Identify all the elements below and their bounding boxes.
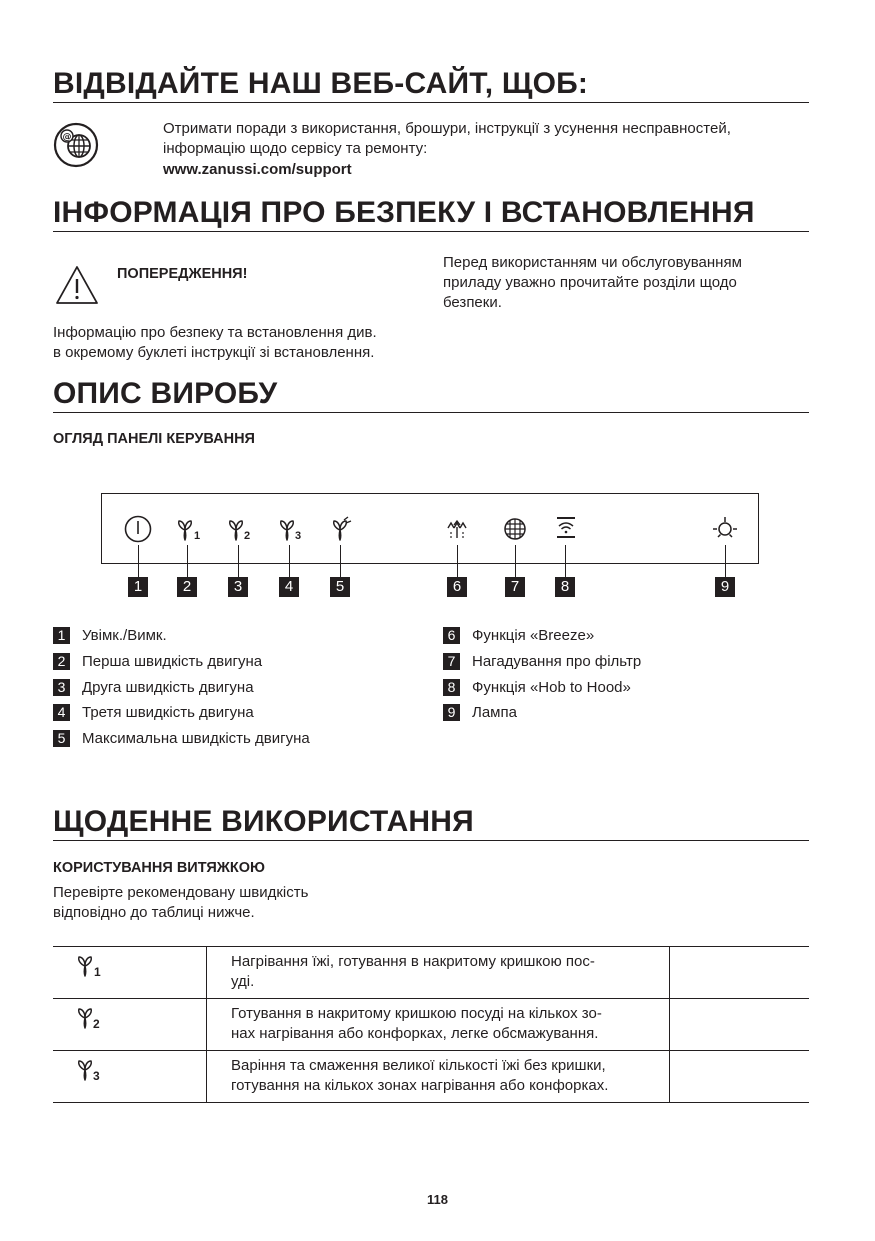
- empty-cell: [670, 999, 810, 1051]
- website-text-line1: Отримати поради з використання, брошури, інструкції з усунення несправностей,: [163, 120, 731, 137]
- legend-number: 3: [53, 679, 70, 696]
- callout-5: 5: [330, 577, 350, 597]
- callout-9: 9: [715, 577, 735, 597]
- filter-reminder-icon: [503, 517, 527, 546]
- daily-use-heading: ЩОДЕННЕ ВИКОРИСТАННЯ: [53, 804, 809, 841]
- callout-3: 3: [228, 577, 248, 597]
- warning-text-line2: приладу уважно прочитайте розділи щодо: [443, 274, 737, 291]
- legend-label: Функція «Hob to Hood»: [472, 678, 631, 696]
- legend-number: 4: [53, 704, 70, 721]
- table-row: [53, 1051, 809, 1103]
- legend-number: 7: [443, 653, 460, 670]
- warning-label: ПОПЕРЕДЖЕННЯ!: [117, 266, 248, 282]
- daily-intro-line1: Перевірте рекомендовану швидкість: [53, 884, 309, 901]
- table-row: [53, 947, 809, 999]
- fan-max-speed-icon: [328, 516, 354, 547]
- speed-table: [53, 946, 809, 1103]
- description-cell: [207, 999, 670, 1051]
- daily-intro-line2: відповідно до таблиці нижче.: [53, 904, 255, 921]
- legend-label: Перша швидкість двигуна: [82, 652, 263, 670]
- legend-number: 5: [53, 730, 70, 747]
- legend-item: [53, 677, 254, 697]
- fan-speed-1-icon: [177, 518, 203, 547]
- warning-text-line1: Перед використанням чи обслуговуванням: [443, 254, 742, 271]
- callout-line-2: [187, 545, 188, 578]
- callout-line-4: [289, 545, 290, 578]
- control-panel-subheading: ОГЛЯД ПАНЕЛІ КЕРУВАННЯ: [53, 431, 255, 447]
- svg-text:@: @: [62, 132, 72, 143]
- callout-7: 7: [505, 577, 525, 597]
- fan-speed-2-icon: [76, 1006, 110, 1032]
- page-number: 118: [427, 1192, 448, 1207]
- breeze-icon: [444, 516, 470, 547]
- legend-item: [53, 728, 310, 748]
- legend-item: [53, 651, 262, 671]
- callout-6: 6: [447, 577, 467, 597]
- website-url[interactable]: www.zanussi.com/support: [163, 161, 352, 178]
- callout-4: 4: [279, 577, 299, 597]
- safety-heading: ІНФОРМАЦІЯ ПРО БЕЗПЕКУ І ВСТАНОВЛЕННЯ: [53, 195, 809, 232]
- description-line2: уді.: [231, 973, 255, 990]
- legend-item: [443, 651, 641, 671]
- callout-8: 8: [555, 577, 575, 597]
- power-icon: [124, 515, 152, 548]
- speed-cell: [53, 1051, 207, 1103]
- legend-item: [53, 702, 254, 722]
- table-row: [53, 999, 809, 1051]
- legend-label: Функція «Breeze»: [472, 626, 595, 644]
- legend-item: [53, 625, 167, 645]
- legend-label: Нагадування про фільтр: [472, 652, 642, 670]
- legend-number: 6: [443, 627, 460, 644]
- speed-cell: [53, 999, 207, 1051]
- empty-cell: [670, 1051, 810, 1103]
- description-line2: готування на кількох зонах нагрівання або конфорках.: [231, 1077, 609, 1094]
- fan-speed-2-icon: [228, 518, 254, 547]
- website-text-line2: інформацію щодо сервісу та ремонту:: [163, 140, 428, 157]
- fan-speed-3-digit: 3: [295, 530, 302, 542]
- warning-triangle-icon: [55, 265, 99, 310]
- legend-number: 2: [53, 653, 70, 670]
- callout-line-6: [457, 545, 458, 578]
- description-line1: Варіння та смаження великої кількості їжі без кришки,: [231, 1057, 606, 1074]
- callout-2: 2: [177, 577, 197, 597]
- description-line2: нах нагрівання або конфорках, легке обсмажування.: [231, 1025, 599, 1042]
- callout-line-8: [565, 545, 566, 578]
- safety-info-line2: в окремому буклеті інструкції зі встановлення.: [53, 344, 375, 361]
- legend-number: 9: [443, 704, 460, 721]
- description-line1: Нагрівання їжі, готування в накритому кришкою пос-: [231, 953, 595, 970]
- legend-number: 1: [53, 627, 70, 644]
- speed-cell: [53, 947, 207, 999]
- speed-digit: 2: [93, 1017, 100, 1031]
- legend-label: Лампа: [472, 703, 517, 721]
- empty-cell: [670, 947, 810, 999]
- web-globe-icon: [53, 122, 99, 173]
- legend-label: Третя швидкість двигуна: [82, 703, 254, 721]
- legend-label: Друга швидкість двигуна: [82, 678, 254, 696]
- callout-1: 1: [128, 577, 148, 597]
- speed-digit: 1: [94, 965, 101, 979]
- speed-digit: 3: [93, 1069, 100, 1083]
- hood-usage-subheading: КОРИСТУВАННЯ ВИТЯЖКОЮ: [53, 860, 265, 876]
- fan-speed-3-icon: [76, 1058, 110, 1084]
- callout-line-9: [725, 545, 726, 578]
- fan-speed-3-icon: [279, 518, 305, 547]
- legend-label: Максимальна швидкість двигуна: [82, 729, 310, 747]
- website-heading: ВІДВІДАЙТЕ НАШ ВЕБ-САЙТ, ЩОБ:: [53, 66, 809, 103]
- callout-line-5: [340, 545, 341, 578]
- callout-line-1: [138, 545, 139, 578]
- legend-item: [443, 702, 517, 722]
- legend-label: Увімк./Вимк.: [82, 626, 167, 644]
- safety-info-line1: Інформацію про безпеку та встановлення див.: [53, 324, 377, 341]
- warning-text-line3: безпеки.: [443, 294, 502, 311]
- legend-item: [443, 677, 631, 697]
- description-cell: [207, 947, 670, 999]
- callout-line-7: [515, 545, 516, 578]
- description-cell: [207, 1051, 670, 1103]
- legend-item: [443, 625, 594, 645]
- fan-speed-1-icon: [76, 954, 110, 980]
- callout-line-3: [238, 545, 239, 578]
- legend-number: 8: [443, 679, 460, 696]
- description-line1: Готування в накритому кришкою посуді на кількох зо-: [231, 1005, 602, 1022]
- fan-speed-1-digit: 1: [194, 530, 201, 542]
- fan-speed-2-digit: 2: [244, 530, 251, 542]
- product-heading: ОПИС ВИРОБУ: [53, 376, 809, 413]
- hob-to-hood-icon: [553, 515, 579, 546]
